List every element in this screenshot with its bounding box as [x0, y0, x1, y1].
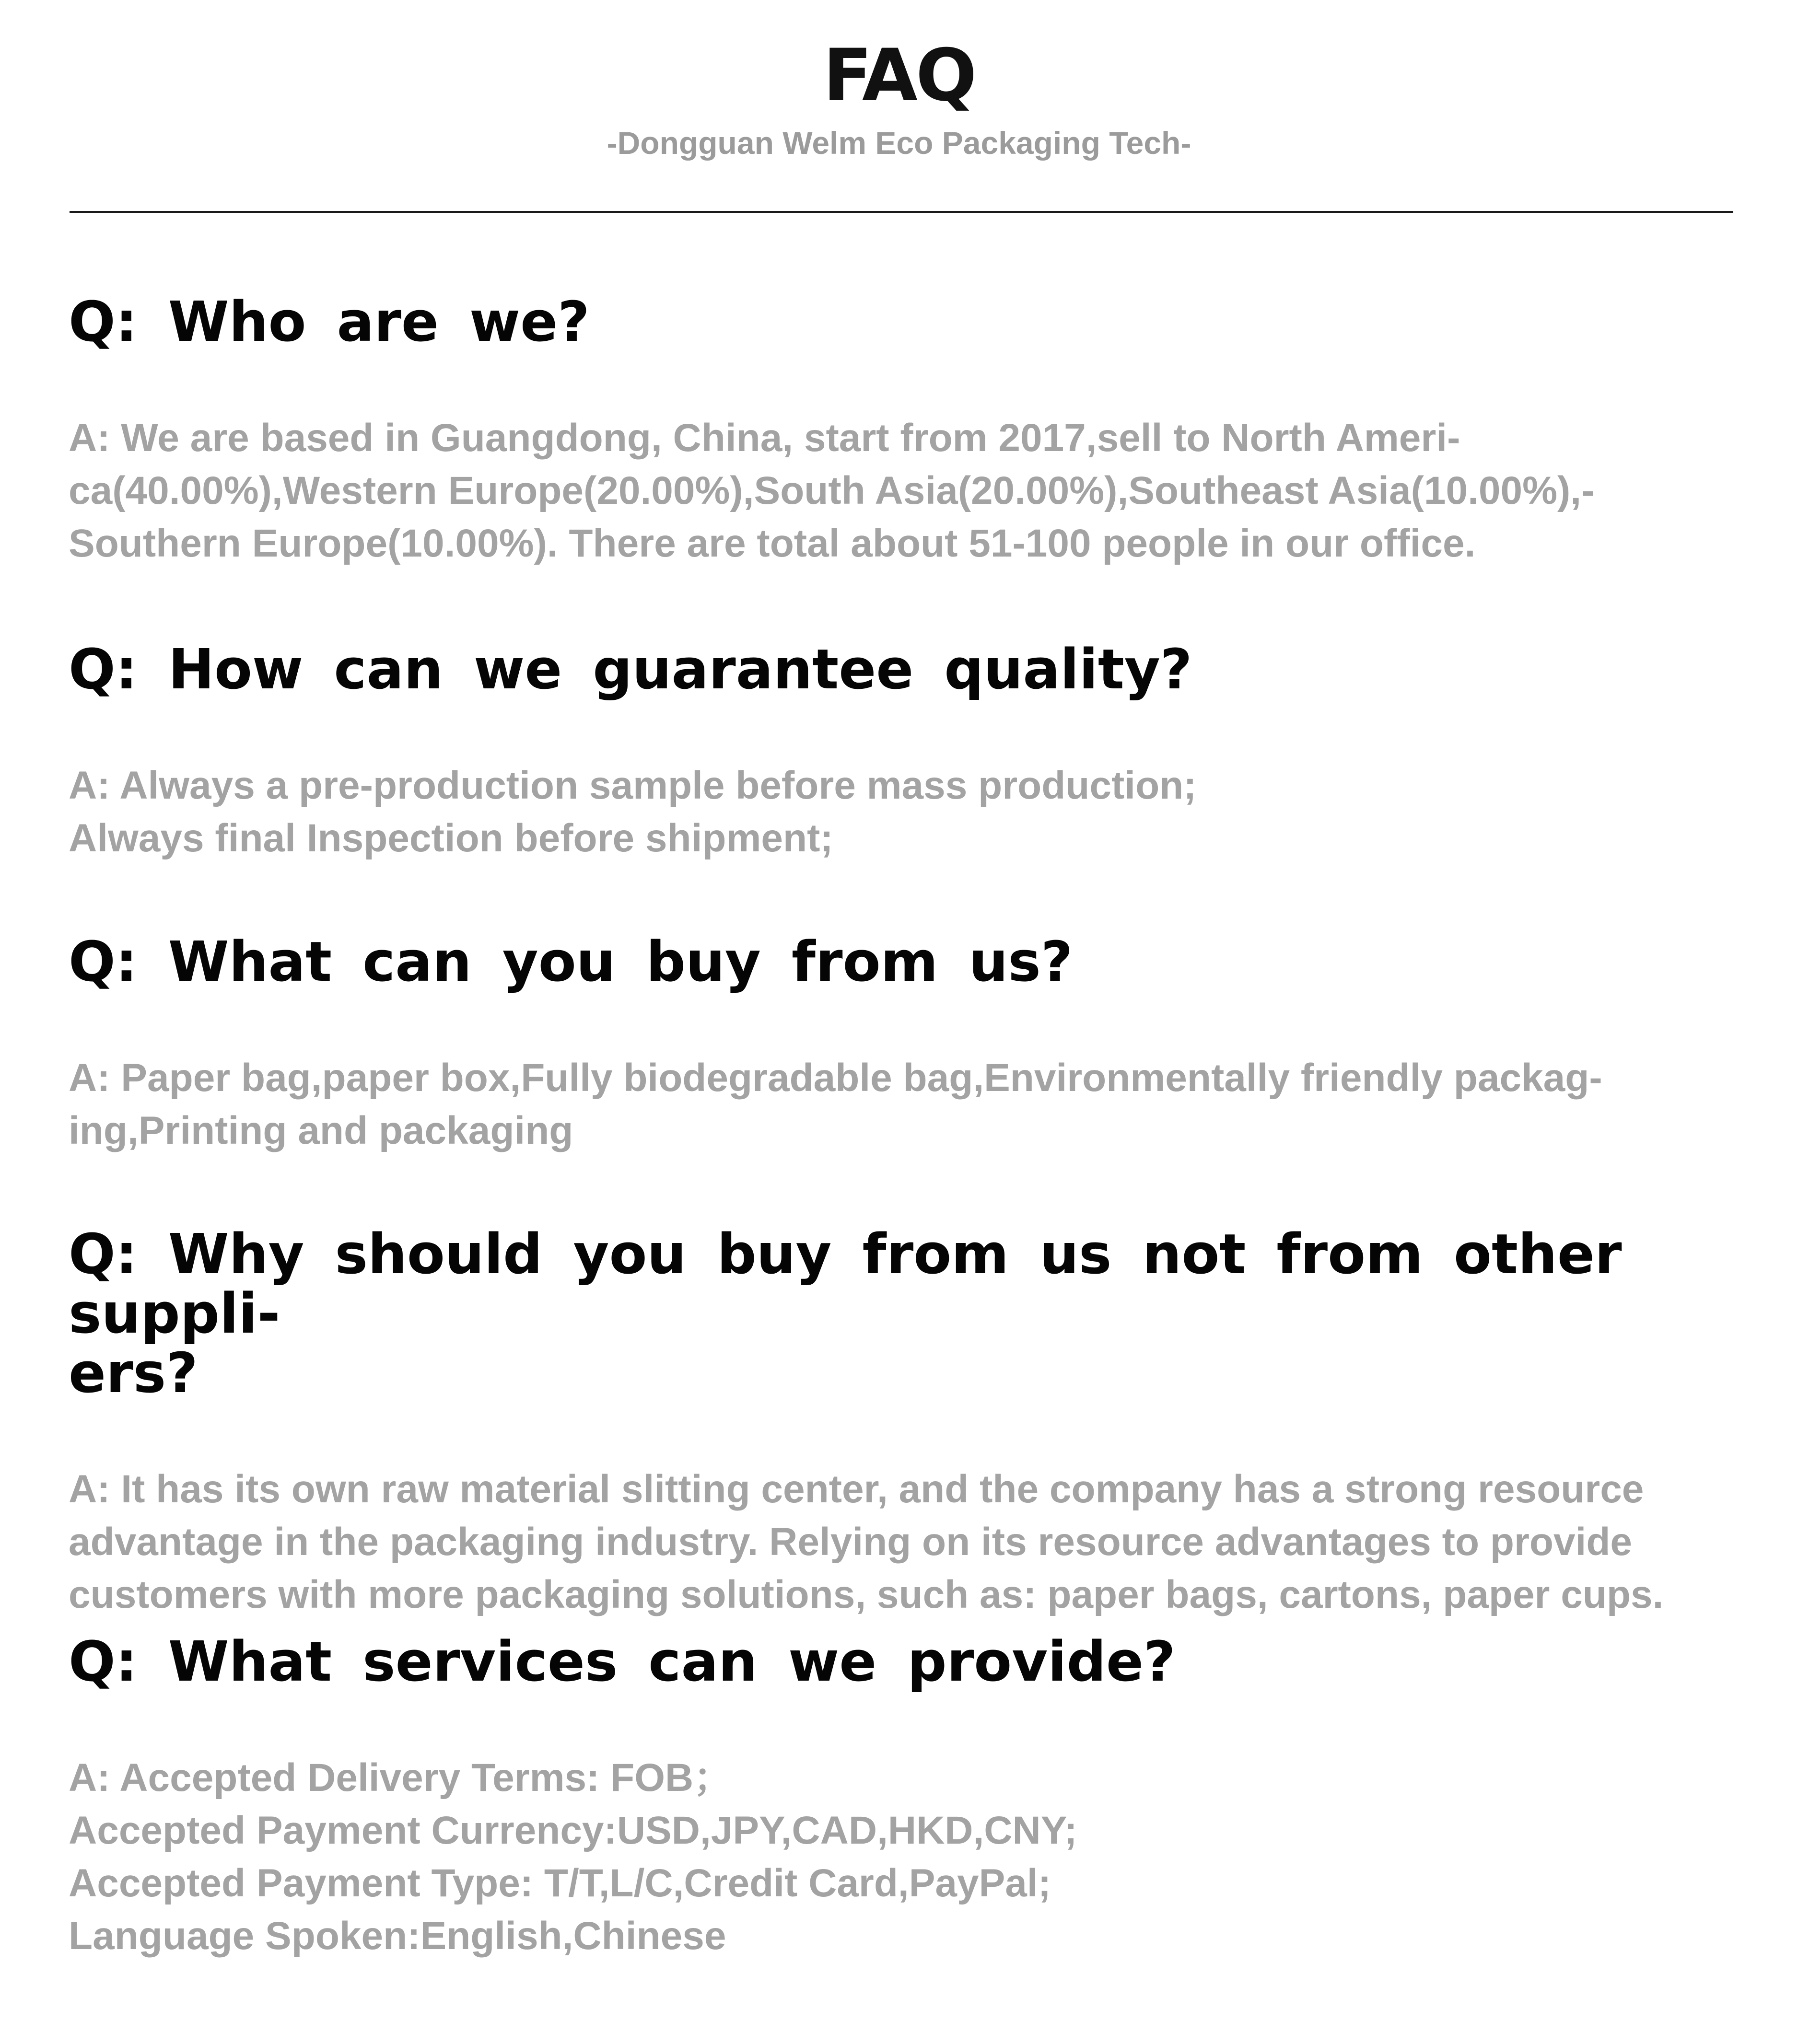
answer-line: ca(40.00%),Western Europe(20.00%),South Asia(20.00%),Southeast Asia(10.00%),-	[69, 469, 1595, 512]
answer-line: A: Accepted Delivery Terms: FOB；	[69, 1756, 733, 1800]
answer-quality	[69, 759, 1718, 865]
answer-products	[69, 1052, 1718, 1157]
answer-line: ing,Printing and packaging	[69, 1109, 573, 1152]
question-who-are-we: Q: Who are we?	[69, 290, 590, 354]
answer-line: A: Paper bag,paper box,Fully biodegradable bag,Environmentally friendly packag-	[69, 1056, 1602, 1100]
answer-who-are-we	[69, 412, 1718, 570]
answer-line: advantage in the packaging industry. Relying on its resource advantages to provide	[69, 1520, 1633, 1564]
answer-services	[69, 1752, 1718, 1963]
answer-line: A: It has its own raw material slitting center, and the company has a strong resource	[69, 1467, 1644, 1511]
question-why-us	[69, 1222, 1718, 1405]
faq-item-quality	[69, 640, 1718, 865]
question-quality: Q: How can we guarantee quality?	[69, 638, 1192, 702]
faq-item-who-are-we	[69, 292, 1718, 570]
answer-line: Accepted Payment Type: T/T,L/C,Credit Card,PayPal;	[69, 1861, 1051, 1905]
answer-line: Language Spoken:English,Chinese	[69, 1914, 726, 1958]
question-line: ers?	[69, 1341, 198, 1405]
faq-item-products	[69, 932, 1718, 1157]
faq-item-services	[69, 1632, 1718, 1963]
answer-line: A: Always a pre-production sample before mass production;	[69, 764, 1197, 807]
page-title: FAQ	[823, 34, 975, 117]
question-line: Q: Why should you buy from us not from other suppli-	[69, 1222, 1622, 1346]
answer-line: Always final Inspection before shipment;	[69, 816, 833, 860]
question-products: Q: What can you buy from us?	[69, 930, 1073, 994]
answer-line: A: We are based in Guangdong, China, start from 2017,sell to North Ameri-	[69, 416, 1460, 460]
question-services: Q: What services can we provide?	[69, 1630, 1176, 1694]
answer-line: customers with more packaging solutions, such as: paper bags, cartons, paper cups.	[69, 1573, 1664, 1616]
answer-line: Accepted Payment Currency:USD,JPY,CAD,HKD,CNY;	[69, 1809, 1077, 1852]
faq-header	[0, 33, 1798, 162]
answer-line: Southern Europe(10.00%). There are total about 51-100 people in our office.	[69, 522, 1476, 565]
faq-item-why-us	[69, 1222, 1718, 1621]
answer-why-us	[69, 1463, 1718, 1621]
header-divider	[70, 211, 1733, 213]
company-subtitle: -Dongguan Welm Eco Packaging Tech-	[607, 125, 1191, 161]
